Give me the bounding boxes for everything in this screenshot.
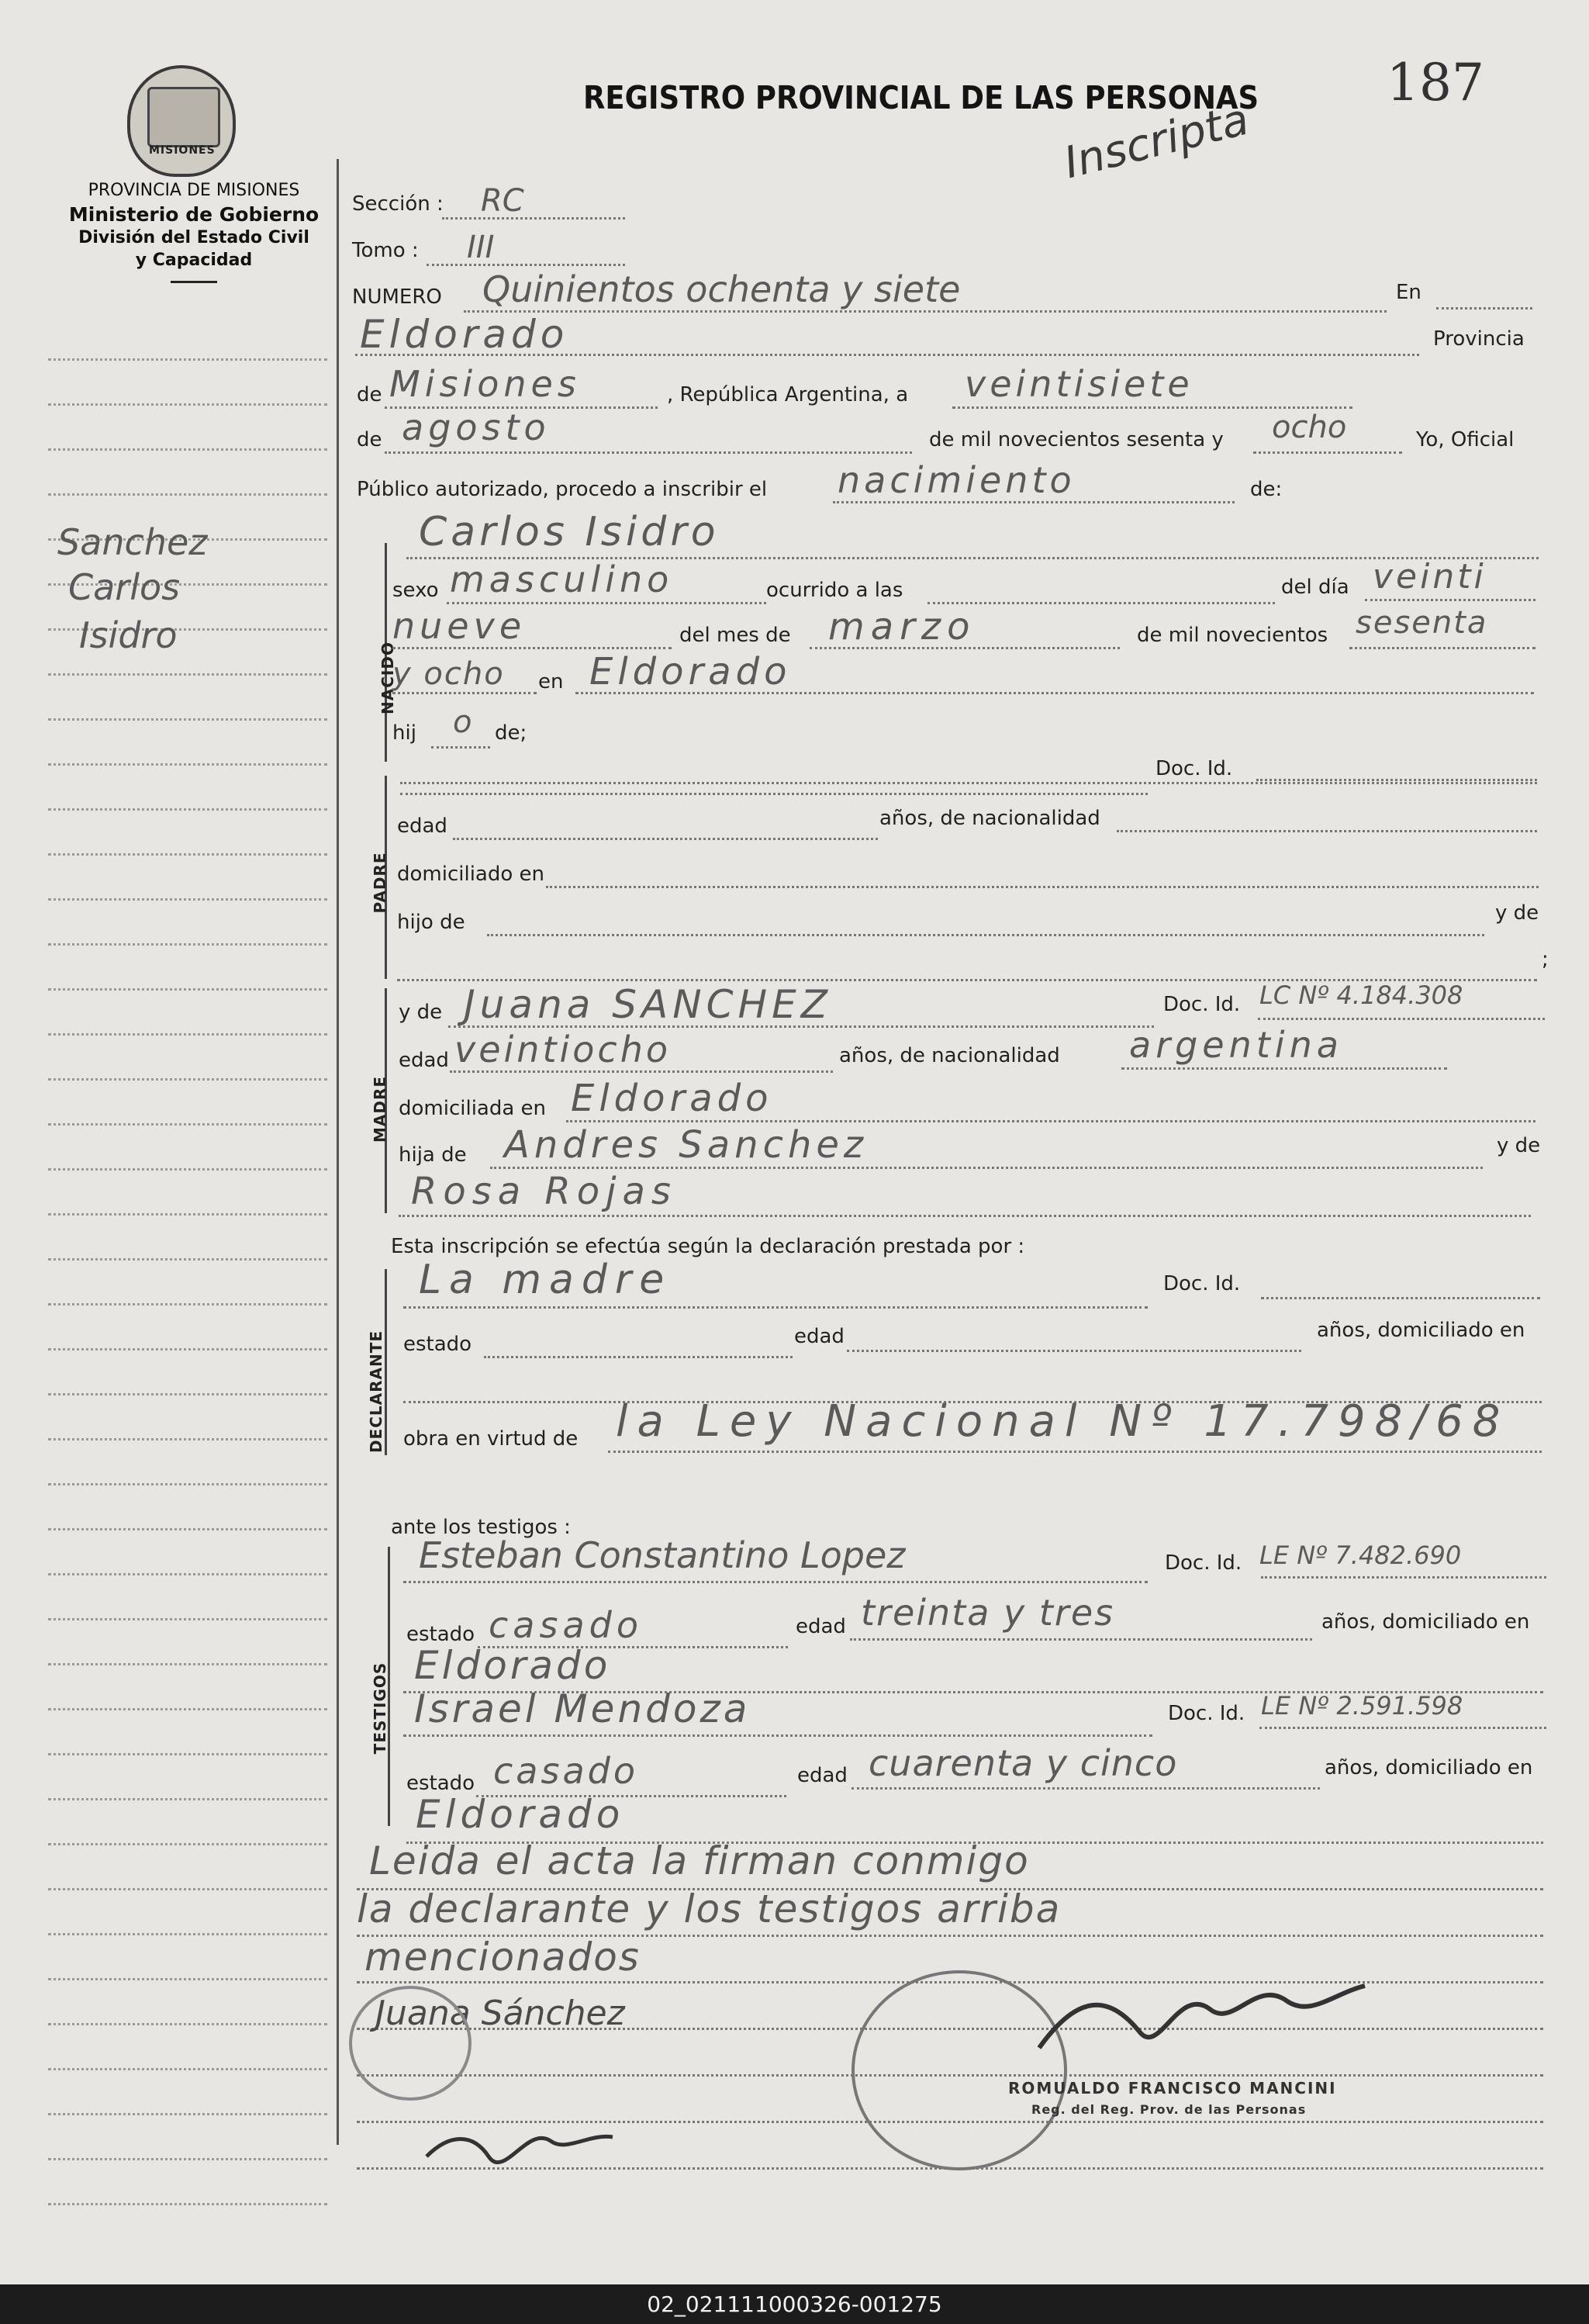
margin-ruled-line <box>48 1618 327 1620</box>
declarante-estado-label: estado <box>403 1333 472 1356</box>
margin-ruled-line <box>48 718 327 721</box>
padre-y-de-label: y de <box>1495 901 1539 925</box>
official-label: Yo, Oficial <box>1416 428 1515 451</box>
margin-ruled-line <box>48 1753 327 1755</box>
mes-label: del mes de <box>679 624 791 647</box>
padre-hijo-line <box>487 934 1484 936</box>
obra-value: la Ley Nacional Nº 17.798/68 <box>616 1396 1510 1447</box>
margin-ruled-line <box>48 988 327 991</box>
margin-ruled-line <box>48 1078 327 1081</box>
margin-ruled-line <box>48 2158 327 2160</box>
hij-line <box>431 746 490 749</box>
declarante-side-label: DECLARANTE <box>367 1330 385 1454</box>
declarante-doc-line <box>1261 1297 1540 1299</box>
numero-value: Quinientos ochenta y siete <box>482 268 961 310</box>
margin-divider <box>337 159 339 2145</box>
ocurrido-label: ocurrido a las <box>766 579 903 602</box>
day-line <box>952 406 1352 409</box>
declarante-edad-label: edad <box>794 1325 845 1348</box>
w2-estado-label: estado <box>406 1772 475 1795</box>
padre-doc-line <box>1256 779 1537 781</box>
margin-ruled-line <box>48 1123 327 1126</box>
sexo-line <box>447 602 766 604</box>
madre-doc-value: LC Nº 4.184.308 <box>1259 980 1463 1010</box>
margin-ruled-line <box>48 2023 327 2025</box>
madre-doc-label: Doc. Id. <box>1163 993 1241 1016</box>
margin-ruled-line <box>48 1933 327 1935</box>
padre-doc-label: Doc. Id. <box>1155 757 1233 780</box>
w2-edad-label: edad <box>797 1764 848 1787</box>
w1-edad-label: edad <box>796 1615 846 1638</box>
w2-doc-value: LE Nº 2.591.598 <box>1261 1691 1463 1721</box>
seal-caption: MISIONES <box>149 144 216 157</box>
madre-mother-value: Rosa Rojas <box>411 1170 677 1213</box>
madre-mother-line <box>399 1215 1531 1217</box>
act-line <box>833 501 1235 503</box>
tomo-label: Tomo : <box>352 239 419 262</box>
inscribed-annotation: Inscripta <box>1059 94 1254 189</box>
w1-estado-value: casado <box>489 1604 643 1646</box>
madre-hija-label: hija de <box>399 1143 467 1167</box>
year-line <box>1253 451 1402 454</box>
provincial-seal <box>127 65 236 177</box>
w2-doc-label: Doc. Id. <box>1168 1702 1245 1725</box>
margin-ruled-line <box>48 2113 327 2115</box>
obra-label: obra en virtud de <box>403 1427 579 1451</box>
madre-domicilio-value: Eldorado <box>571 1077 773 1120</box>
margin-ruled-line <box>48 943 327 946</box>
margin-ruled-line <box>48 403 327 406</box>
margin-ruled-line <box>48 1303 327 1306</box>
witness-signature <box>419 2110 620 2195</box>
padre-domicilio-label: domiciliado en <box>397 863 545 886</box>
margin-ruled-line <box>48 1798 327 1800</box>
madre-domicilio-label: domiciliada en <box>399 1097 547 1120</box>
w1-name-line <box>403 1581 1148 1583</box>
margin-ruled-line <box>48 493 327 496</box>
document-title: REGISTRO PROVINCIAL DE LAS PERSONAS <box>583 79 1259 116</box>
w1-doc-line <box>1261 1576 1546 1579</box>
w1-domicilio-value: Eldorado <box>414 1643 611 1688</box>
sexo-value: masculino <box>450 559 674 600</box>
officer-stamp-name: ROMUALDO FRANCISCO MANCINI <box>1008 2079 1337 2097</box>
madre-nacionalidad-value: argentina <box>1129 1024 1343 1066</box>
witness-stamp-circle <box>349 1986 472 2101</box>
madre-father-value: Andres Sanchez <box>504 1123 869 1167</box>
year-value-1: sesenta <box>1356 605 1488 641</box>
margin-ruled-line <box>48 763 327 766</box>
publico-label: Público autorizado, procedo a inscribir el <box>357 478 768 501</box>
w1-doc-label: Doc. Id. <box>1165 1551 1242 1575</box>
officer-signature <box>1024 1963 1380 2071</box>
madre-edad-value: veintiocho <box>454 1029 672 1070</box>
margin-ruled-line <box>48 1888 327 1890</box>
act-value: nacimiento <box>838 459 1076 501</box>
closing-text-3: mencionados <box>364 1935 641 1980</box>
hij-label: hij <box>392 721 416 745</box>
issuer-rule <box>171 281 217 283</box>
w2-edad-line <box>851 1787 1320 1790</box>
madre-nac-line <box>1121 1067 1447 1070</box>
dia-cont-line <box>392 647 672 649</box>
birthplace-value: Eldorado <box>589 650 792 693</box>
declarante-value: La madre <box>419 1257 672 1303</box>
month-value: agosto <box>402 406 551 448</box>
w2-estado-value: casado <box>493 1750 638 1792</box>
year-label: de mil novecientos sesenta y <box>929 428 1224 451</box>
madre-name-value: Juana SANCHEZ <box>464 982 832 1027</box>
tomo-value: III <box>467 230 495 265</box>
mil-line <box>1349 647 1535 649</box>
issuer-province: PROVINCIA DE MISIONES <box>88 181 300 200</box>
margin-ruled-line <box>48 1168 327 1171</box>
margin-ruled-line <box>48 448 327 451</box>
w2-edad-value: cuarenta y cinco <box>869 1742 1178 1784</box>
margin-ruled-line <box>48 808 327 811</box>
padre-top-rule <box>400 782 1537 784</box>
madre-y-de-label-2: y de <box>1497 1134 1541 1157</box>
w2-name-line <box>403 1734 1152 1737</box>
issuer-division: División del Estado Civil <box>78 228 309 248</box>
margin-ruled-line <box>48 2203 327 2205</box>
closing-text-2: la declarante y los testigos arriba <box>357 1887 1062 1931</box>
padre-nac-line <box>1117 830 1537 832</box>
margin-ruled-line <box>48 853 327 856</box>
dia-line <box>1365 599 1535 601</box>
madre-edad-line <box>450 1070 833 1073</box>
madre-nacionalidad-label: años, de nacionalidad <box>839 1044 1060 1067</box>
dia-value-2: nueve <box>392 605 527 647</box>
issuer-block <box>31 180 357 283</box>
sexo-label: sexo <box>392 579 439 602</box>
w2-domicilio-label: años, domiciliado en <box>1325 1756 1533 1779</box>
obra-line <box>608 1451 1542 1453</box>
madre-doc-line <box>1258 1018 1545 1020</box>
w1-edad-value: treinta y tres <box>861 1592 1115 1634</box>
padre-name-line <box>400 793 1148 795</box>
nacido-side-label: NACIDO <box>378 642 397 714</box>
seccion-value: RC <box>481 183 524 219</box>
seccion-line <box>442 217 625 220</box>
margin-ruled-line <box>48 1033 327 1036</box>
w2-domicilio-value: Eldorado <box>416 1792 625 1837</box>
year-value-2: y ocho <box>392 656 505 692</box>
year-cont-line <box>392 692 537 694</box>
declarante-estado-line <box>484 1356 793 1358</box>
w2-name-value: Israel Mendoza <box>414 1686 751 1731</box>
padre-hijo-label: hijo de <box>397 911 465 934</box>
margin-ruled-line <box>48 673 327 676</box>
margin-ruled-line <box>48 1258 327 1261</box>
margin-ruled-line <box>48 1663 327 1665</box>
hij-de-label: de; <box>495 721 527 745</box>
folio-number: 187 <box>1387 53 1484 112</box>
mil-label: de mil novecientos <box>1137 624 1328 647</box>
day-value: veintisiete <box>965 363 1193 405</box>
margin-name-line-3: Isidro <box>79 614 178 656</box>
declarante-domicilio-label: años, domiciliado en <box>1317 1319 1525 1342</box>
margin-ruled-line <box>48 1528 327 1530</box>
padre-domicilio-line <box>546 886 1539 888</box>
madre-domicilio-line <box>566 1120 1535 1122</box>
closing-text-1: Leida el acta la firman conmigo <box>369 1838 1030 1883</box>
testigos-intro: ante los testigos : <box>391 1516 571 1539</box>
testigos-brace <box>388 1547 399 1826</box>
padre-edad-label: edad <box>397 814 447 838</box>
margin-ruled-line <box>48 1843 327 1845</box>
margin-ruled-line <box>48 2068 327 2070</box>
republica-label: , República Argentina, a <box>667 383 909 406</box>
w1-edad-line <box>850 1638 1312 1641</box>
declarante-brace <box>385 1269 396 1455</box>
margin-ruled-line <box>48 1438 327 1440</box>
nacido-en-label: en <box>538 670 564 693</box>
tomo-line <box>427 264 625 266</box>
year-value: ocho <box>1272 410 1347 445</box>
place-value: Eldorado <box>360 312 569 357</box>
numero-label: NUMERO <box>352 285 442 309</box>
margin-ruled-line <box>48 1348 327 1350</box>
padre-edad-line <box>453 838 878 840</box>
padre-nacionalidad-label: años, de nacionalidad <box>879 807 1100 830</box>
de-colon-label: de: <box>1250 478 1283 501</box>
province-value: Misiones <box>389 363 581 405</box>
seccion-label: Sección : <box>352 192 444 216</box>
de-label-province: de <box>357 383 382 406</box>
margin-ruled-line <box>48 1393 327 1395</box>
de-label-month: de <box>357 428 382 451</box>
margin-ruled-line <box>48 1573 327 1575</box>
margin-ruled-line <box>48 358 327 361</box>
margin-name-line-1: Sanchez <box>57 521 208 563</box>
w2-doc-line <box>1259 1727 1546 1729</box>
image-id-footer: 02_021111000326-001275 <box>0 2284 1589 2324</box>
declaracion-intro: Esta inscripción se efectúa según la declaración prestada por : <box>391 1235 1025 1258</box>
padre-semicolon: ; <box>1542 948 1549 971</box>
margin-name-line-2: Carlos <box>68 566 181 608</box>
en-line <box>1436 307 1532 310</box>
dia-value-1: veinti <box>1373 557 1487 597</box>
w1-domicilio-label: años, domiciliado en <box>1321 1610 1530 1634</box>
numero-line <box>464 310 1387 313</box>
declarante-name-line <box>403 1306 1148 1309</box>
madre-edad-label: edad <box>399 1049 449 1072</box>
madre-y-de-label: y de <box>399 1001 443 1024</box>
padre-side-label: PADRE <box>371 852 389 914</box>
nacido-name-value: Carlos Isidro <box>419 509 720 555</box>
declarante-doc-label: Doc. Id. <box>1163 1272 1241 1295</box>
margin-ruled-line <box>48 898 327 901</box>
mother-signature-name: Juana Sánchez <box>375 1994 625 2033</box>
hij-value: o <box>453 704 472 740</box>
margin-ruled-line <box>48 1708 327 1710</box>
testigos-side-label: TESTIGOS <box>371 1662 389 1755</box>
issuer-ministry: Ministerio de Gobierno <box>68 202 320 226</box>
mes-value: marzo <box>828 605 976 648</box>
issuer-capacity: y Capacidad <box>135 250 253 270</box>
declarante-edad-line <box>847 1350 1301 1352</box>
hour-line <box>927 602 1275 604</box>
en-label: En <box>1396 281 1421 304</box>
month-line <box>385 451 912 454</box>
officer-stamp-title: Reg. del Reg. Prov. de las Personas <box>1031 2102 1307 2117</box>
seal-shield-icon <box>147 87 220 147</box>
margin-ruled-line <box>48 1978 327 1980</box>
madre-hija-line <box>490 1167 1483 1169</box>
del-dia-label: del día <box>1281 576 1349 599</box>
w1-estado-label: estado <box>406 1623 475 1646</box>
w1-doc-value: LE Nº 7.482.690 <box>1259 1541 1462 1570</box>
madre-side-label: MADRE <box>371 1075 389 1143</box>
margin-ruled-line <box>48 1483 327 1485</box>
provincia-label: Provincia <box>1433 327 1525 351</box>
w1-name-value: Esteban Constantino Lopez <box>419 1534 906 1576</box>
margin-ruled-line <box>48 1213 327 1216</box>
